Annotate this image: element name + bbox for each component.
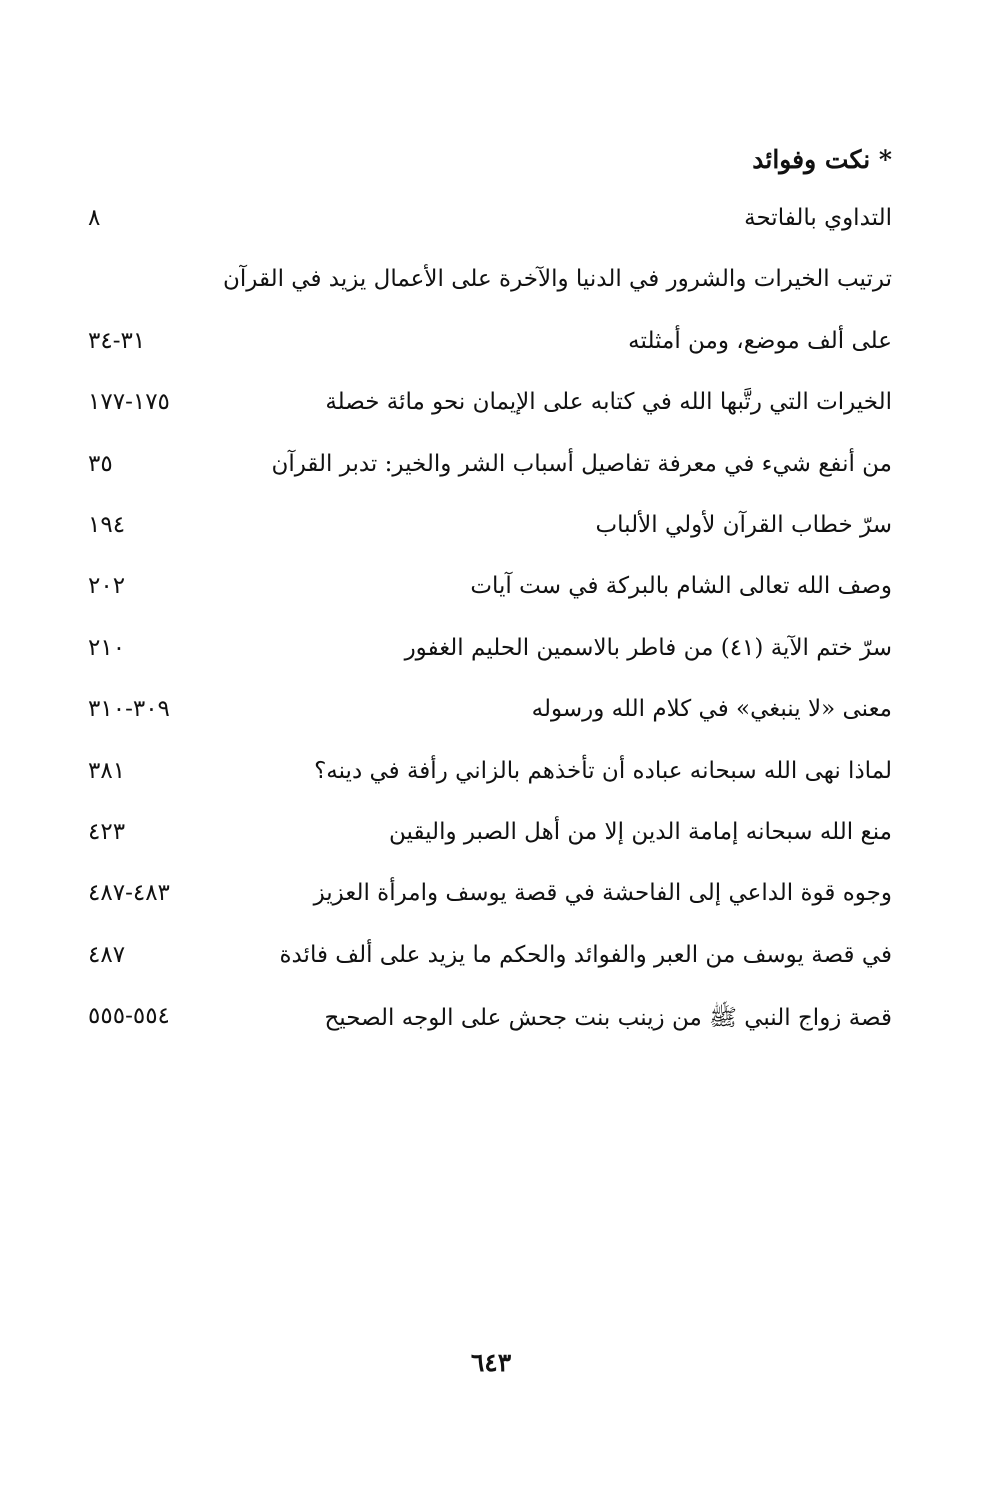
entry-title: معنى «لا ينبغي» في كلام الله ورسوله bbox=[531, 696, 892, 723]
index-entry bbox=[80, 932, 892, 993]
entry-pages: ٣٥ bbox=[88, 450, 113, 477]
entry-title: التداوي بالفاتحة bbox=[744, 205, 892, 231]
index-entry bbox=[80, 625, 892, 686]
entry-pages: ٨ bbox=[88, 205, 101, 231]
index-entry bbox=[80, 379, 892, 440]
entry-pages: ٥٥٤-٥٥٥ bbox=[88, 1003, 170, 1030]
index-entry bbox=[80, 686, 892, 747]
entry-title: وجوه قوة الداعي إلى الفاحشة في قصة يوسف وامرأة العزيز bbox=[313, 880, 892, 907]
index-entry bbox=[80, 993, 892, 1054]
entry-title: في قصة يوسف من العبر والفوائد والحكم ما يزيد على ألف فائدة bbox=[279, 941, 892, 968]
page-number: ٦٤٣ bbox=[470, 1348, 512, 1377]
entry-title: سرّ ختم الآية (٤١) من فاطر بالاسمين الحليم الغفور bbox=[404, 634, 892, 661]
entry-pages: ٢٠٢ bbox=[88, 573, 126, 600]
entry-title: لماذا نهى الله سبحانه عباده أن تأخذهم بالزاني رأفة في دينه؟ bbox=[314, 757, 892, 784]
entry-pages: ٤٨٧ bbox=[88, 941, 126, 968]
entry-pages: ٢١٠ bbox=[88, 634, 126, 661]
entry-title: ترتيب الخيرات والشرور في الدنيا والآخرة على الأعمال يزيد في القرآن bbox=[222, 266, 892, 293]
entry-pages: ١٧٥-١٧٧ bbox=[88, 389, 170, 416]
entry-title: الخيرات التي رتَّبها الله في كتابه على الإيمان نحو مائة خصلة bbox=[325, 389, 892, 416]
index-entry bbox=[80, 195, 892, 256]
index-entry bbox=[80, 563, 892, 624]
entry-title: منع الله سبحانه إمامة الدين إلا من أهل الصبر واليقين bbox=[389, 818, 892, 845]
entry-pages: ١٩٤ bbox=[88, 511, 126, 538]
index-entry bbox=[80, 748, 892, 809]
entry-pages: ٣٨١ bbox=[88, 757, 126, 784]
entry-title: على ألف موضع، ومن أمثلته bbox=[628, 327, 892, 354]
index-entry bbox=[80, 809, 892, 870]
entry-title: سرّ خطاب القرآن لأولي الألباب bbox=[595, 511, 892, 538]
entry-pages: ٣٠٩-٣١٠ bbox=[88, 696, 170, 723]
entry-title: قصة زواج النبي ﷺ من زينب بنت جحش على الوجه الصحيح bbox=[324, 1005, 892, 1032]
index-entry bbox=[80, 870, 892, 931]
entry-title: من أنفع شيء في معرفة تفاصيل أسباب الشر والخير: تدبر القرآن bbox=[271, 450, 892, 477]
index-entry bbox=[80, 441, 892, 502]
entry-pages: ٤٢٣ bbox=[88, 818, 126, 845]
index-entries bbox=[80, 195, 892, 1054]
section-heading: * نكت وفوائد bbox=[752, 145, 892, 174]
entry-pages: ٤٨٣-٤٨٧ bbox=[88, 880, 170, 907]
entry-pages: ٣١-٣٤ bbox=[88, 327, 146, 354]
index-entry bbox=[80, 502, 892, 563]
index-entry bbox=[80, 318, 892, 379]
entry-title: وصف الله تعالى الشام بالبركة في ست آيات bbox=[470, 573, 892, 600]
index-entry bbox=[80, 256, 892, 317]
